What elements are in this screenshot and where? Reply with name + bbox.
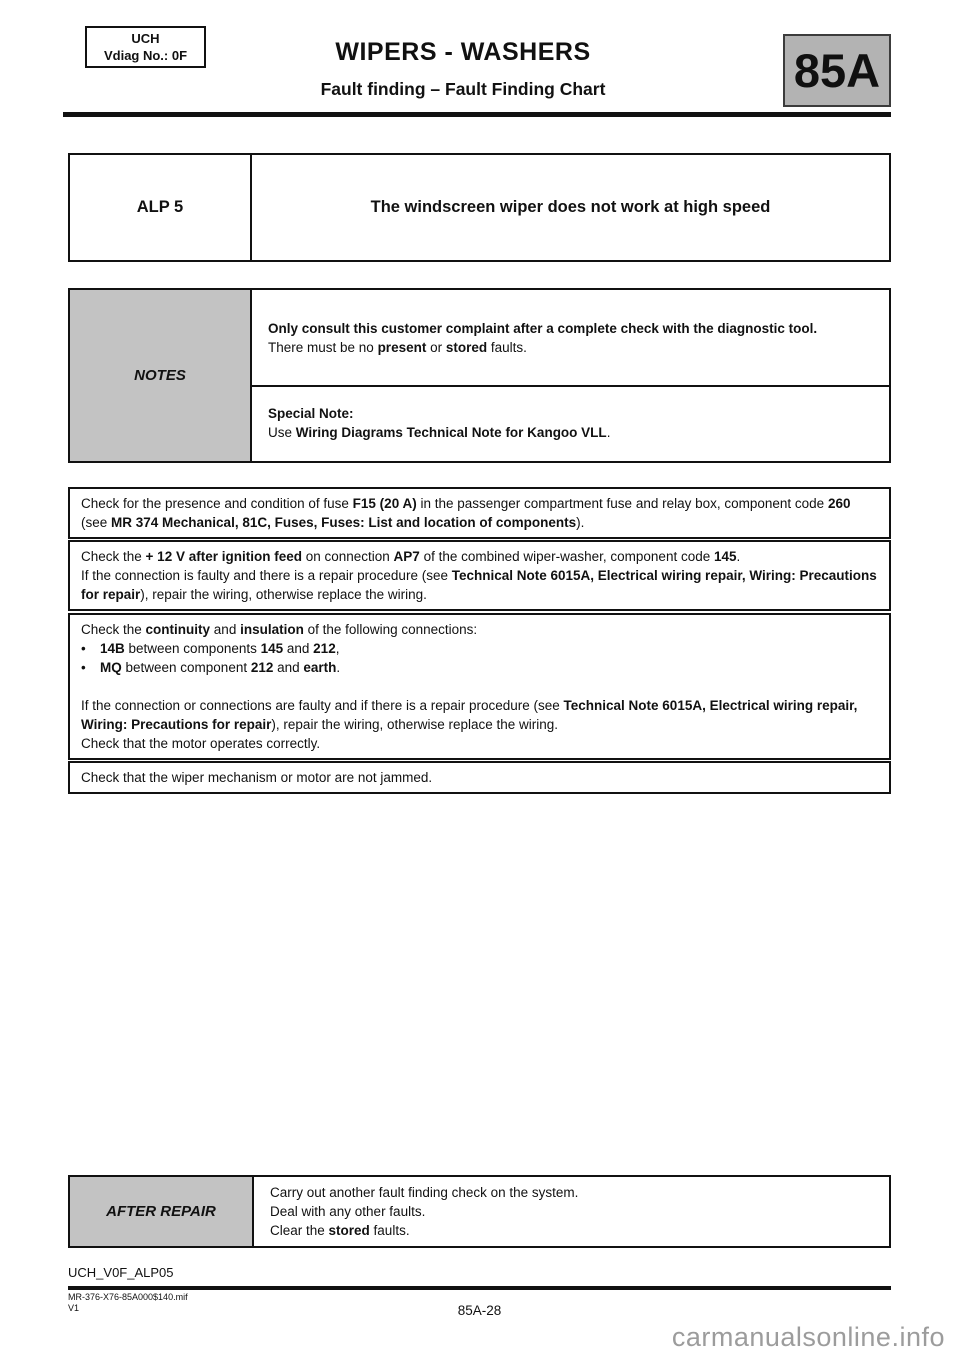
header-rule: [63, 112, 891, 117]
check-step-ignition-feed: Check the + 12 V after ignition feed on connection AP7 of the combined wiper-washer, component code 145. If the connection is faulty and there is a repair procedure (see Technical Note 6015A, Electrical wiring repair, Wiring: Precautions for repair), repair the wiring, otherwise replace the wiring.: [68, 540, 891, 611]
page-number: 85A-28: [457, 1303, 502, 1318]
footer-rule: [68, 1286, 891, 1290]
notes-row-special-note: Special Note: Use Wiring Diagrams Technical Note for Kangoo VLL.: [268, 406, 611, 440]
notes-rows: [252, 290, 889, 461]
footer-filename: MR-376-X76-85A000$140.mif: [68, 1292, 188, 1302]
alp-table: [68, 153, 891, 262]
check-step-continuity: Check the continuity and insulation of the following connections: • 14B between components 145 and 212, • MQ between component 212 and earth. If the connection or connections are faulty and if there is a repair procedure (see Technical Note 6015A, Electrical wiring repair, Wiring: Precautions for repair), repair the wiring, otherwise replace the wiring. Check that the motor operates correctly.: [68, 613, 891, 760]
footer-version: V1: [68, 1303, 80, 1313]
after-repair-table: [68, 1175, 891, 1248]
check-step-mechanism: Check that the wiper mechanism or motor are not jammed.: [68, 761, 891, 794]
footer-reference: UCH_V0F_ALP05: [68, 1265, 174, 1280]
notes-table: [68, 288, 891, 463]
uch-label: UCH: [131, 31, 160, 46]
notes-label-cell: NOTES: [70, 290, 252, 461]
alp-title-cell: The windscreen wiper does not work at high speed: [370, 198, 771, 216]
after-repair-label-cell: AFTER REPAIR: [70, 1177, 254, 1246]
check-step-fuse: Check for the presence and condition of fuse F15 (20 A) in the passenger compartment fuse and relay box, component code 260 (see MR 374 Mechanical, 81C, Fuses, Fuses: List and location of components).: [68, 487, 891, 539]
vdiag-label: Vdiag No.: 0F: [103, 48, 188, 63]
header-titles: [68, 38, 858, 100]
after-repair-text: Carry out another fault finding check on the system. Deal with any other faults. Clear the stored faults.: [270, 1185, 579, 1238]
watermark-text: carmanualsonline.info: [671, 1322, 945, 1352]
notes-row-consult: Only consult this customer complaint after a complete check with the diagnostic tool. There must be no present or stored faults.: [252, 290, 889, 387]
page-subtitle: Fault finding – Fault Finding Chart: [320, 79, 606, 99]
section-code-badge: 85A: [783, 34, 891, 107]
page-title: WIPERS - WASHERS: [335, 38, 591, 66]
alp-code-cell: ALP 5: [70, 155, 252, 260]
